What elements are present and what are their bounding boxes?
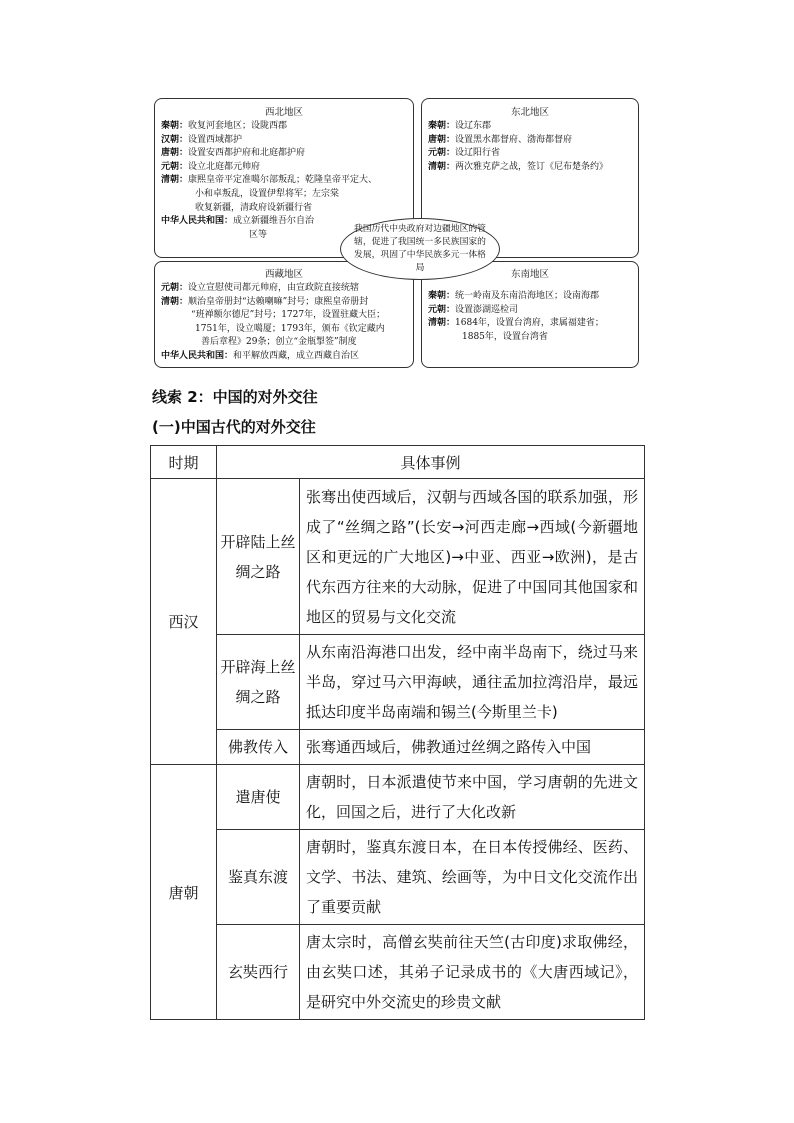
tb-line: 清朝：顺治皇帝册封“达赖喇嘛”封号；康熙皇帝册封 [161,296,369,307]
period-cell: 西汉 [151,479,217,765]
header-period: 时期 [151,446,217,479]
detail-cell: 唐朝时，日本派遣使节来中国，学习唐朝的先进文化，回国之后，进行了大化改新 [300,765,645,830]
se-line: 元朝：设置澎湖巡检司 [428,304,519,315]
detail-cell: 唐太宗时，高僧玄奘前往天竺(古印度)求取佛经，由玄奘口述，其弟子记录成书的《大唐西域记》，是研究中外交流史的珍贵文献 [300,925,645,1020]
nw-line: 收复新疆，清政府设新疆行省 [195,202,313,213]
nw-line: 唐朝：设置安西都护府和北庭都护府 [161,148,306,159]
ne-line: 元朝：设辽阳行省 [428,148,501,159]
northwest-title: 西北地区 [264,107,303,118]
table-row [151,765,645,830]
header-examples: 具体事例 [217,446,645,479]
tibet-region-box [154,261,414,368]
ne-line: 秦朝：设辽东郡 [428,121,492,131]
center-summary-text: 我国历代中央政府对边疆地区的管辖，促进了我国统一多民族国家的发展，巩固了中华民族多元一体格局 [354,224,486,273]
section-heading-clue2: 线索 2：中国的对外交往 [152,388,318,406]
table-row [151,635,645,730]
topic-cell: 鉴真东渡 [217,830,300,925]
se-line: 清朝：1684年，设置台湾府，隶属福建省； [428,318,604,329]
tb-line: 元朝：设立宣慰使司都元帅府，由宣政院直接统辖 [161,283,360,293]
period-cell: 唐朝 [151,765,217,1020]
tb-line: “班禅额尔德尼”封号；1727年，设置驻藏大臣； [191,310,386,321]
nw-line: 小和卓叛乱，设置伊犁将军；左宗棠 [195,188,340,199]
detail-cell: 张骞通西域后，佛教通过丝绸之路传入中国 [300,730,645,765]
topic-cell: 开辟海上丝绸之路 [217,635,300,730]
topic-cell: 遣唐使 [217,765,300,830]
tb-line: 善后章程》29条；创立“金瓶掣签”制度 [201,337,357,348]
detail-cell: 张骞出使西域后，汉朝与西域各国的联系加强，形成了“丝绸之路”(长安→河西走廊→西域(今新疆地区和更远的广大地区)→中亚、西亚→欧洲)，是古代东西方往来的大动脉，促进了中国同其他国家和地区的贸易与文化交流 [300,479,645,635]
tibet-title: 西藏地区 [264,269,303,280]
foreign-exchange-table [150,445,645,1020]
nw-line: 元朝：设立北庭都元帅府 [161,161,261,172]
tb-line: 1751年，设立噶厦；1793年，颁布《钦定藏内 [195,323,385,334]
se-line: 秦朝：统一岭南及东南沿海地区；设南海郡 [428,291,600,301]
nw-line: 秦朝：收复河套地区；设陇西郡 [161,121,288,131]
table-header-row [151,446,645,479]
nw-line: 中华人民共和国：成立新疆维吾尔自治 [161,216,315,227]
topic-cell: 玄奘西行 [217,925,300,1020]
table-row [151,479,645,635]
detail-cell: 唐朝时，鉴真东渡日本，在日本传授佛经、医药、文学、书法、建筑、绘画等，为中日文化交流作出了重要贡献 [300,830,645,925]
ne-line: 清朝：两次雅克萨之战，签订《尼布楚条约》 [428,161,609,172]
detail-cell: 从东南沿海港口出发，经中南半岛南下，绕过马来半岛，穿过马六甲海峡，通往孟加拉湾沿岸，最远抵达印度半岛南端和锡兰(今斯里兰卡) [300,635,645,730]
table-row [151,925,645,1020]
table-row [151,830,645,925]
southeast-title: 东南地区 [510,269,549,280]
subsection-heading-ancient: (一)中国古代的对外交往 [152,418,316,436]
se-line: 1885年，设置台湾省 [462,331,548,342]
ne-line: 唐朝：设置黑水都督府、渤海都督府 [428,134,573,145]
table-row [151,730,645,765]
center-summary-ellipse [340,218,500,280]
tb-line: 中华人民共和国：和平解放西藏，成立西藏自治区 [161,350,360,361]
nw-line: 清朝：康熙皇帝平定准噶尔部叛乱；乾隆皇帝平定大、 [161,175,378,186]
topic-cell: 佛教传入 [217,730,300,765]
nw-line: 区等 [249,229,268,240]
nw-line: 汉朝：设置西域都护 [161,134,243,145]
northeast-title: 东北地区 [510,107,549,118]
topic-cell: 开辟陆上丝绸之路 [217,479,300,635]
